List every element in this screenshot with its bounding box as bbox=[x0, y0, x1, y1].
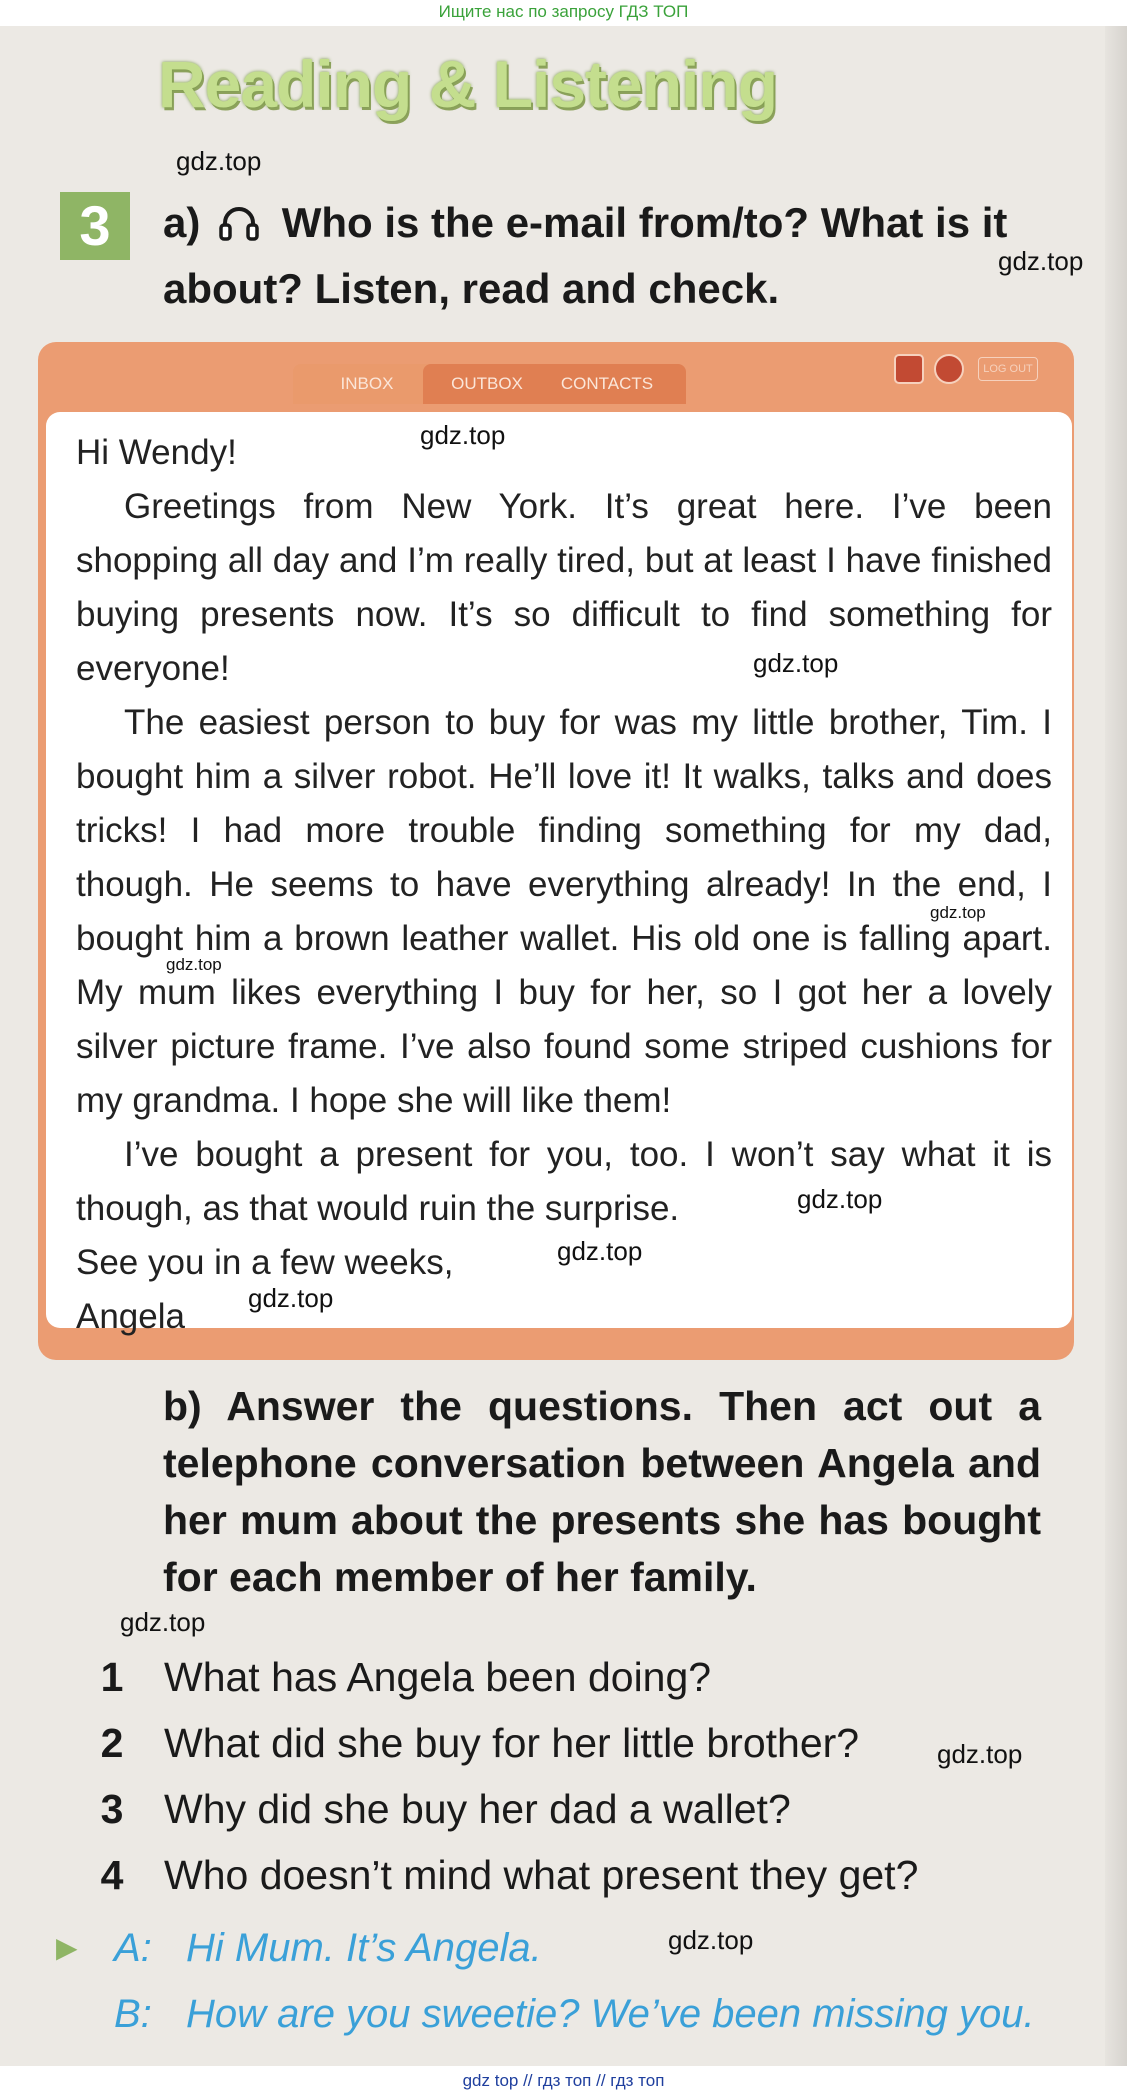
task-b-label: b) bbox=[163, 1383, 202, 1429]
dialogue-text: Hi Mum. It’s Angela. bbox=[186, 1926, 542, 1970]
watermark: gdz.top bbox=[166, 955, 222, 974]
task-a-label: a) bbox=[163, 199, 201, 246]
question-number: 3 bbox=[100, 1786, 124, 1832]
question-item bbox=[92, 1710, 1072, 1776]
watermark: gdz.top bbox=[557, 1236, 643, 1266]
question-text: What has Angela been doing? bbox=[164, 1654, 712, 1700]
watermark: gdz.top bbox=[930, 903, 986, 922]
task-b-text: Answer the questions. Then act out a telephone conversation between Angela and her mum about the presents she has bought for each member of her family. bbox=[163, 1383, 1041, 1600]
watermark: gdz.top bbox=[753, 648, 839, 678]
watermark: gdz.top bbox=[176, 146, 262, 176]
watermark: gdz.top bbox=[120, 1607, 206, 1637]
email-signature: Angela bbox=[76, 1297, 185, 1336]
question-item bbox=[92, 1644, 1072, 1710]
watermark: gdz.top bbox=[797, 1184, 883, 1214]
email-paragraph: The easiest person to buy for was my little brother, Tim. I bought him a silver robot. He’ll love it! It walks, talks and does tricks! I had more trouble finding something for my dad, though. He seems to have everything already! In the end, I bought him a brown leather wallet. His old one is falling apart. My mum likes everything I buy for her, so I got her a lovely silver picture frame. I’ve also found some striped cushions for my grandma. I hope she will like them! bbox=[76, 703, 1052, 1120]
watermark: gdz.top bbox=[998, 246, 1084, 276]
watermark: gdz.top bbox=[248, 1283, 334, 1313]
tab-contacts[interactable]: CONTACTS bbox=[528, 364, 686, 404]
logout-button[interactable]: LOG OUT bbox=[978, 357, 1038, 381]
question-item bbox=[92, 1776, 1072, 1842]
top-banner[interactable]: Ищите нас по запросу ГДЗ ТОП bbox=[0, 0, 1127, 26]
dialogue-line bbox=[56, 1981, 1056, 2047]
dialogue-line bbox=[56, 1915, 1056, 1981]
exercise-number: 3 bbox=[60, 192, 130, 260]
task-b-instruction bbox=[163, 1378, 1041, 1606]
watermark: gdz.top bbox=[668, 1925, 754, 1955]
task-a-instruction bbox=[163, 190, 1063, 322]
question-text: Why did she buy her dad a wallet? bbox=[164, 1786, 791, 1832]
window-button-icon[interactable] bbox=[894, 354, 924, 384]
watermark: gdz.top bbox=[937, 1739, 1023, 1769]
bottom-banner[interactable]: gdz top // гдз топ // гдз топ bbox=[0, 2066, 1127, 2095]
page-edge bbox=[1105, 26, 1127, 2066]
email-tab-bar bbox=[38, 342, 1074, 404]
question-number: 1 bbox=[100, 1654, 124, 1700]
question-item bbox=[92, 1842, 1072, 1908]
email-window bbox=[38, 342, 1074, 1360]
question-list bbox=[92, 1644, 1072, 1908]
email-paragraph: I’ve bought a present for you, too. I won’t say what it is though, as that would ruin the surprise. bbox=[76, 1135, 1052, 1228]
email-paragraph: Greetings from New York. It’s great here. I’ve been shopping all day and I’m really tired, but at least I have finished buying presents now. It’s so difficult to find something for everyone! bbox=[76, 487, 1052, 688]
headphones-icon bbox=[218, 196, 260, 236]
dialogue-speaker: A: bbox=[114, 1926, 152, 1970]
play-arrow-icon: ▶ bbox=[56, 1932, 78, 1963]
question-number: 4 bbox=[100, 1852, 124, 1898]
watermark: gdz.top bbox=[420, 420, 506, 450]
dialogue bbox=[56, 1915, 1056, 2047]
email-body bbox=[46, 412, 1072, 1336]
dialogue-text: How are you sweetie? We’ve been missing you. bbox=[186, 1992, 1035, 2036]
question-text: Who doesn’t mind what present they get? bbox=[164, 1852, 919, 1898]
section-title: Reading & Listening bbox=[158, 47, 778, 121]
task-a-text: Who is the e-mail from/to? What is it about? Listen, read and check. bbox=[163, 199, 1008, 312]
dialogue-speaker: B: bbox=[114, 1992, 152, 2036]
tab-outbox[interactable]: OUTBOX bbox=[423, 364, 551, 404]
close-icon[interactable] bbox=[934, 354, 964, 384]
question-text: What did she buy for her little brother? bbox=[164, 1720, 860, 1766]
email-greeting: Hi Wendy! bbox=[76, 433, 237, 472]
tab-inbox[interactable]: INBOX bbox=[293, 364, 441, 404]
question-number: 2 bbox=[100, 1720, 124, 1766]
email-closing: See you in a few weeks, bbox=[76, 1243, 454, 1282]
